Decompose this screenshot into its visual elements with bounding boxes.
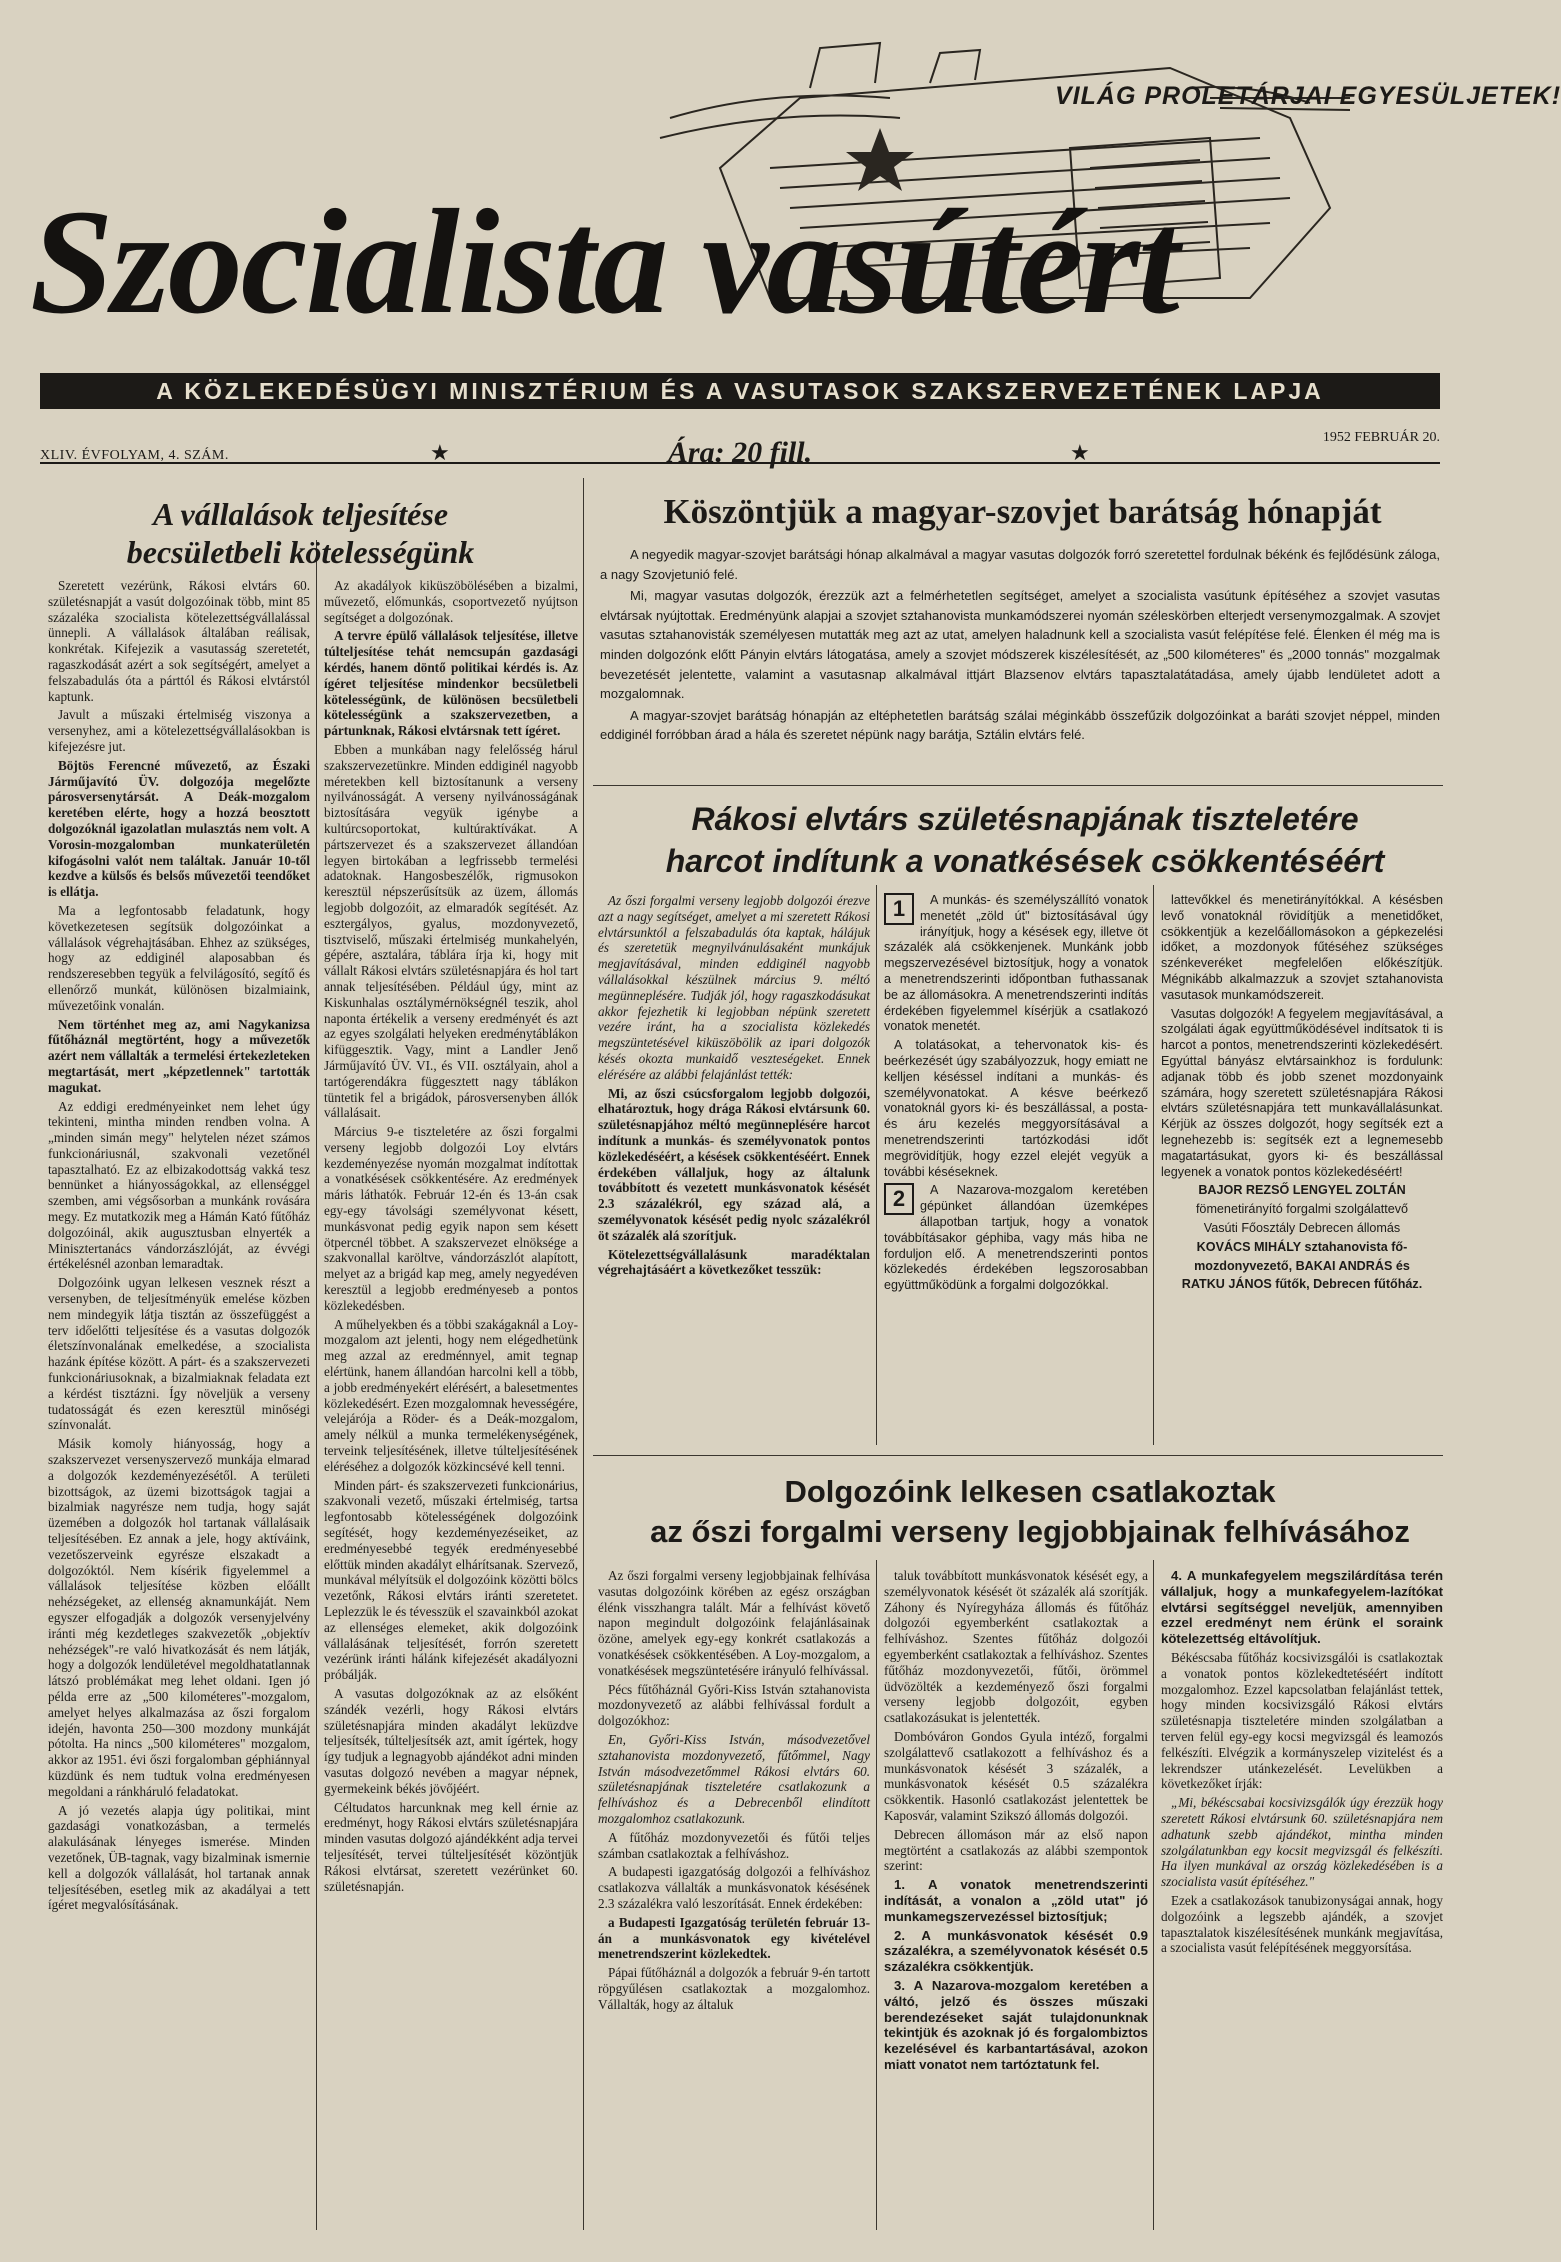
column-rule <box>876 885 877 1445</box>
left-article-column-2: Az akadályok kiküszöbölésében a bizalmi, művezető, előmunkás, csoportvezető nyújtson segítséget a dolgozónak. A tervre épülő vállalások teljesítése, illetve túlteljesítése tehát nemcsupán gazdasági kérdés, hanem döntő politikai kérdés is. Az ígéret teljesítése mindenkor becsületbeli kötelességünk, de különösen becsületbeli kötelességünk a szakszervezetben, a pártunknak, Rákosi elvtársnak tett ígéret. Ebben a munkában nagy felelősség hárul szakszervezetünkre. Minden eddiginél nagyobb méretekben kell biztosítanunk a verseny nyilvánosságát. A verseny nyilvánosságának biztosítására vegyük igénybe a kultúrcsoportokat, kultúraktívákat. A pártszervezet és a szakszervezet állandóan legyen birtokában a legfrissebb termelési adatoknak. Hangosbeszélők, rigmusokon keresztül népszerűsítsük az üzem, állomás legjobb dolgozóit, az elmaradók segítését. Az esztergályos, gyalus, mozdonyvezető, tisztviselő, műszaki értelmiség munkahelyén, gépére, asztalára, táblára írja ki, hogy mit vállalt Rákosi elvtárs születésnapjára és hol tart annak teljesítésében. Például úgy, mint az Kiskunhalas osztálymérnökségnél teszik, ahol naponta értékelik a verseny eredményét és azt az egyes szolgálati helyeken eredménytáblákon kifüggesztik. Vagy, mint a Landler Jenő Járműjavító ÜV. VI., és VII. osztályain, ahol a tartógerendákra függesztett nagy táblákon tüntetik fel a brigádok, párosversenyben állók vállalásait. Március 9-e tiszteletére az őszi forgalmi verseny legjobb dolgozói Loy elvtárs kezdeményezése nyomán mozgalmat indítottak a vonatkésések csökkentésére. Az eredmények máris láthatók. Február 12-én és 13-án csak egy-egy távolsági személyvonat késett, munkásvonat pedig egyik napon sem késett ötpercnél többet. A szakszervezet elnöksége a szakvonallal karöltve, vándorzászlót alapított, melyet az a brigád kap meg, amely negyedéven keresztül a legjobb eredményeseb a pontos közlekedésben. A műhelyekben és a többi szakágaknál a Loy-mozgalom azt jelenti, hogy nem elégedhetünk meg azzal az eredménnyel, amit tegnap elértünk, hanem állandóan harcolni kell a több, a jobb eredményekért elérésért, a balesetmentes közlekedésért. Ezen mozgalomnak hevességére, velejárója a Röder- és a Deák-mozgalom, amely nélkül a munka termelékenységének, terveink teljesítésének, illetve túlteljesítésének eléréséhez a dolgozók közkincsévé kell tenni. Minden párt- és szakszervezeti funkcionárius, szakvonali vezető, műszaki értelmiség, tartsa legfontosabb kötelességének dolgozóink segítését, hogy kezdeményezéseiket, az eredményesebbé tegyék eredményesebbé előttük minden akadályt elhárítsanak. Szervező, munkával mélyítsük el dolgozóink közötti bölcs vezetőnk, Rákosi elvtárs iránti szeretetet. Leplezzük le és tévesszük el szavainkból azokat az ellenséges elemeket, akik dolgozóink vállalásának teljesítését, forrón szeretett vezérünk iránti hálánk kifejezését akadályozni próbálják. A vasutas dolgozóknak az az elsőként szándék vezérli, hogy Rákosi elvtárs születésnapjára minden akadályt leküzdve teljesítsék, túlteljesítsék azt, amit ígértek, hogy így tudjuk a legnagyobb ajándékot adni minden vasutas dolgozó nevében a magyar népnek, gyermekeink békés jövőjéért. Céltudatos harcunknak meg kell érnie az eredményt, hogy Rákosi elvtárs születésnapjára minden vasutas dolgozó ajándékként adja tervei teljesítését, tervei túlteljesítését közöntjük Rákosi elvtársat, szeretett vezérünket 60. születésnapján. <box>324 578 578 1894</box>
column-rule <box>1153 1560 1154 2230</box>
slogan: VILÁG PROLETÁRJAI EGYESÜLJETEK! <box>1055 82 1561 110</box>
subtitle-banner: A KÖZLEKEDÉSÜGYI MINISZTÉRIUM ÉS A VASUTASOK SZAKSZERVEZETÉNEK LAPJA <box>40 373 1440 409</box>
left-article-column-1: Szeretett vezérünk, Rákosi elvtárs 60. születésnapját a vasút dolgozóinak több, mint 85 százaléka szocialista kötelezettségvállalással ünnepli. A vállalások általában reálisak, konkrétak. Kifejezik a vasutasság szeretetét, ragaszkodását azért a sok segítségért, amelyet a felszabadulás óta a párttól és Rákosi elvtárstól kaptunk. Javult a műszaki értelmiség viszonya a versenyhez, ami a kötelezettségvállalásokban is kifejezésre jut. Böjtös Ferencné művezető, az Északi Járműjavító ÜV. dolgozója megelőzte párosversenytársát. A Deák-mozgalom keretében elérte, hogy a hozzá beosztott dolgozóknál igazolatlan mulasztás nem volt. A Vorosin-mozgalomban munkaterületén kifogásolni valót nem találtak. Január 10-től kezdve a külsős és belsős művezetői teendőket is ellátja. Ma a legfontosabb feladatunk, hogy következetesen segítsük dolgozóinkat a vállalások végrehajtásában. Ehhez az szükséges, hogy az eddiginél alaposabban és rendszeresebben tegyük a felvilágosító, segítő és ellenőrző munkát, különösen bizalmiaink, művezetőink vonalán. Nem történhet meg az, ami Nagykanizsa fűtőháznál megtörtént, hogy a művezetők azért nem vállalták a termelési értekezleteken megtartását, mert „képzetlennek" tartották magukat. Az eddigi eredményeinket nem lehet úgy tekinteni, mintha minden rendben volna. A „minden simán megy" helytelen nézet számos funkcionáriusnál, szakvonali vezetőnél tapasztalható. Ez az elbizakodottság vakká tesz bennünket a hiányosságokkal, az ellenséggel szemben, ami végsősorban a munkánk rovására megy. Ez mutatkozik meg a Hámán Kató fűtőház dolgozóinál, akik augusztusban elnyerték a Minisztertanács vándorzászlóját, az évvégi értékelésnél azonban lemaradtak. Dolgozóink ugyan lelkesen vesznek részt a versenyben, de teljesítményük emelése közben nem mindegyik látja tisztán az összefüggést a terv időelőtti teljesítése és a vasutas dolgozók életszínvonalának emelkedése, a szocialista hazánk építése között. A párt- és a szakszervezeti funkcionáriusoknak, a bizalmiaknak feladata ezt a kérdést tisztázni. Így növeljük a verseny tudatosságát és ezen keresztül minőségi színvonalát. Másik komoly hiányosság, hogy a szakszervezet versenyszervező munkája elmarad a dolgozók kezdeményezésétől. A területi bizottságok, az üzemi bizottságok tagjai a bizalmiak nagyrésze nem tudja, hogy saját üzemében a dolgozók hol tartanak vállalásaik teljesítésében. Ez annak a jele, hogy aktíváink, vezetőszerveink egyrésze elszakadt a dolgozóktól. Nem kísérik figyelemmel a vállalások teljesítése közben előállt nehézségeket, az ellenség aknamunkáját. Nem egyszer elfogadják a dolgozók versenyjelvény iránti még kezdetleges szakvezetők „objektív nehézségek"-re való hivatkozását és nem látják, hogy a dolgozók lendületével megoldhatatlannak látszó problémákat meg lehet oldani. Igen jó példa erre az „500 kilométeres"-mozgalom, amelyet helyes alkalmazása az őszi forgalom idején, havonta 250—300 mozdony munkáját pótolta. Ha nincs „500 kilométeres" mozgalom, akkor az 1951. évi őszi forgalomban géphiánnyal küzdünk és nem tudtuk volna eredményesen megoldani a ránkháruló feladatokat. A jó vezetés alapja úgy politikai, mint gazdasági vonatkozásban, a termelés alakulásának lényeges ismerése. Minden vezetőnek, ÜB-tagnak, vagy bizalminak ismernie kell a dolgozók vállalását, hol tartanak annak teljesítésében, esetleg mik az akadályai a tett ígéret megvalósításának. <box>48 578 310 1913</box>
lower-article-column-2: taluk továbbított munkásvonatok késését egy, a személyvonatok késését öt százalék alá szorítják. Záhony és Nyíregyháza állomás és fűtőház dolgozói egyemberként csatlakoztak a felhíváshoz. Szentes fűtőház dolgozói egyemberként csatlakoztak a felhíváshoz. Szentes fűtőház mozdonyvezetői, fűtői, örömmel üdvözölték a kezdeményező őszi forgalmi verseny legjobb dolgozóit, egyben csatlakozásukat is jelentették. Dombóváron Gondos Gyula intéző, forgalmi szolgálattevő csatlakozott a felhíváshoz és a munkásvonatok késését 3 százalék, a munkásvonatok késését 0.5 százalékra csökkentik. Hasonló csatlakozást jelentettek be Kaposvár, valamint Szikszó állomás dolgozói. Debrecen állomáson már az első napon megtörtént a csatlakozás az alábbi szempontok szerint: 1. A vonatok menetrendszerinti indítását, a vonalon a „zöld utat" jó munkamegszervezéssel biztosítjuk; 2. A munkásvonatok késését 0.9 százalékra, a személyvonatok késését 0.5 százalékra csökkentjük. 3. A Nazarova-mozgalom keretében a váltó, jelző és összes műszaki berendezéseket saját tulajdonunknak tekintjük és azoknak jó és forgalombiztos kezelésével és karbantartásával, azokon miatt vonatot nem tartóztatunk fel. <box>884 1568 1148 2072</box>
lower-article-headline: Dolgozóink lelkesen csatlakoztak az őszi forgalmi verseny legjobbjainak felhívásához <box>650 1474 1410 1549</box>
point-number-box: 1 <box>884 893 914 925</box>
middle-article-column-1: Az őszi forgalmi verseny legjobb dolgozói érezve azt a nagy segítséget, amelyet a mi szeretett Rákosi elvtársunktól a felszabadulás óta kaptak, hálájuk és szeretetük megnyilvánulásaként munkájuk megjavításával, minden eddiginél nagyobb vállalásokkal készülnek március 9. méltó megünneplésére. Tudják jól, hogy ragaszkodásukat akkor fejezhetik ki legjobban népünk szeretett vezére iránt, ha a szocialista közlekedés megszüntetésével kiküszöbölik az ipari dolgozók késés okozta munkaidő veszteségeket. Ennek elérésére az alábbi felajánlást tették: Mi, az őszi csúcsforgalom legjobb dolgozói, elhatároztuk, hogy drága Rákosi elvtársunk 60. születésnapjához méltó megünneplésére harcot indítunk a munkás- és személyvonatok pontos közlekedéséért, a késések csökkentéséért. Ennek érdekében vállaljuk, hogy az általunk továbbított és vezetett munkásvonatok késését 2.3 százalékról, egy század alá, a személyvonatok késését pedig nyolc százalékról öt százalék alá szorítjuk. Kötelezettségvállalásunk maradéktalan végrehajtásáért a következőket tesszük: <box>598 893 870 1278</box>
column-rule <box>316 540 317 2230</box>
point-number-box: 2 <box>884 1183 914 1215</box>
volume-number: XLIV. ÉVFOLYAM, 4. SZÁM. <box>40 448 229 463</box>
left-article-headline: A vállalások teljesítése becsületbeli kötelességünk <box>126 496 475 570</box>
star-icon: ★ <box>430 440 450 465</box>
top-article-body: A negyedik magyar-szovjet barátsági hónap alkalmával a magyar vasutas dolgozók forró szeretettel fordulnak békénk és fejlődésünk záloga, a nagy Szovjetunió felé. Mi, magyar vasutas dolgozók, érezzük azt a felmérhetetlen segítséget, amelyet a szocialista vasútunk építéséhez a szovjet vasutas elvtársak nyújtottak. Eredményünk alapjai a szovjet sztahanovista munkamódszerei nyomán széleskörben elterjedt versenymozgalmak. A szovjet vasutas sztahanovisták személyesen mutatták meg azt az utat, amelyen haladnunk kell a szocialista vasút felépítése felé. Élenken él még ma is minden dolgozónk előtt Pányin elvtárs látogatása, amely a szovjet módszerek kiszélesítését, az „500 kilométeres" és „2000 tonnás" mozgalmak bevezetését jelentette, valamint a vasutasnap alkalmával ittjárt Blazsenov elvtárs tapasztalatátadása, amely újabb lendületet adott a mozgalomnak. A magyar-szovjet barátság hónapján az eltéphetetlen barátság szálai méginkább összefűzik dolgozóinkat a baráti szovjet néppel, minden eddiginél forróbban árad a hála és szeretet népünk nagy barátja, Sztálin elvtárs felé. <box>600 547 1440 743</box>
section-rule <box>593 785 1443 786</box>
middle-article-headline: Rákosi elvtárs születésnapjának tiszteletére harcot indítunk a vonatkésések csökkentéséért <box>665 801 1385 879</box>
column-rule <box>1153 885 1154 1445</box>
column-rule <box>583 478 584 2230</box>
lower-article-column-3: 4. A munkafegyelem megszilárdítása terén vállaljuk, hogy a munkafegyelem-lazítókat elvtársi segítséggel neveljük, amennyiben ezzel eredményt nem érünk el soraink kötelezettség eltávolítjuk. Békéscsaba fűtőház kocsivizsgálói is csatlakoztak a vonatok pontos közlekedtetéséért indított mozgalomhoz. Ezzel kapcsolatban felajánlást tettek, hogy minden kocsivizsgáló Rákosi elvtárs születésnapja tiszteletére minden szolgálatban a terven felül egy-egy kocsi megvizsgál és leamozós felkészíti. Elvégzik a kormányszelep vizitelést és a lekrendszer utánkezelését. Levelükben a következőket írják: „Mi, békéscsabai kocsivizsgálók úgy érezzük hogy szeretett Rákosi elvtársunk 60. születésnapjára nem adhatunk szebb ajándékot, mintha minden szolgálatunkban egy kocsit megvizsgál és felkészíti. Ha ilyen munkával az ország közlekedésében is a szocialista vasút építéséhez." Ezek a csatlakozások tanubizonyságai annak, hogy dolgozóink a legszebb ajándék, a szovjet tapasztalatok kiszélesítésének munkánk megjavítása, a szocialista vasút felépítésének meggyorsítása. <box>1161 1568 1443 1956</box>
middle-article-column-2: 1 A munkás- és személyszállító vonatok menetét „zöld út" biztosításával úgy irányítjuk, hogy a késések egy, illetve öt százalék alá csökkenjenek. Munkánk jobb megszervezésével biztosítjuk, hogy a vonatok a menetrendszerinti időpontban futhassanak be az állomásokra. A menetrendszerinti indítás érdekében figyelemmel kísérjük a csatlakozó vonatok menetét. A tolatásokat, a tehervonatok kis- és beérkezését úgy szabályozzuk, hogy emiatt ne kelljen késéssel indítani a munkás- és személyvonatokat. A késve beérkező vonatoknál gyors ki- és beszállással, a posta- és áru kezelés meggyorsításával a menetrendszerinti tartózkodási időt megrövidítjük, hogy ezzel elejét vegyük a további késéseknek. 2 A Nazarova-mozgalom keretében gépünket állandóan üzemképes állapotban tartjuk, hogy a vonatok továbbításakor géphiba, vagy más hiba ne forduljon elő. A menetrendszerinti pontos közlekedés érdekében legszorosabban együttműködünk a forgalmi dolgozókkal. <box>884 893 1148 1293</box>
lower-article-column-1: Az őszi forgalmi verseny legjobbjainak felhívása vasutas dolgozóink körében az egész országban élénk visszhangra talált. Már a felhívást követő napon megindult dolgozóink felajánlásainak özöne, amelyek egy-egy konkrét csatlakozás a vonatkésések csökkentésében. A Loy-mozgalom, a vonatkésések megszüntetésére irányuló felhívással. Pécs fűtőháznál Győri-Kiss István sztahanovista mozdonyvezető az alábbi felhívással fordult a dolgozókhoz: En, Győri-Kiss István, másodvezetővel sztahanovista mozdonyvezető, fűtőmmel, Nagy István másodvezetőmmel Rákosi elvtárs 60. születésnapjának tiszteletére csatlakozunk a felhíváshoz és a Debrecenből elindított mozgalomhoz csatlakozunk. A fűtőház mozdonyvezetői és fűtői teljes számban csatlakoztak a felhíváshoz. A budapesti igazgatóság dolgozói a felhíváshoz csatlakozva vállalták a munkásvonatok késésének 2.3 százalékra való leszorítását. Ennek érdekében: a Budapesti Igazgatóság területén február 13-án a munkásvonatok egy kivételével menetrendszerint közlekedtek. Pápai fűtőháznál a dolgozók a február 9-én tartott röpgyűlésen csatlakoztak a mozgalomhoz. Vállalták, hogy az általuk <box>598 1568 870 2012</box>
star-icon: ★ <box>1070 440 1090 465</box>
price: Ára: 20 fill. <box>667 436 813 469</box>
column-rule <box>876 1560 877 2230</box>
issue-info-bar <box>40 418 1440 469</box>
top-article-headline: Köszöntjük a magyar-szovjet barátság hónapját <box>663 492 1382 531</box>
middle-article-column-3: lattevőkkel és menetirányítókkal. A késésben levő vonatoknál rövidítjük a menetidőket, csökkentjük a kezelőállomásokon a gépkezelési időket, a mozdonyok fűtéséhez szükséges szénkeveréket megfelelően előkészítjük. Mégnikább alkalmazzuk a szovjet sztahanovista vasutasok munkamódszereit. Vasutas dolgozók! A fegyelem megjavításával, a szolgálati ágak együttműködésével indítsatok ti is harcot a pontos, menetrendszerinti közlekedésért. Egyúttal bányász elvtársainkhoz is fordulunk: adjanak több és jobb szenet mozdonyaink számára, hogy szeretett születésnapjára Rákosi elvtárs születésnapjára tett munkavállalásunkat. Kérjük az összes dolgozót, hogy segítsék ezt a legnehezebb is: segítsék ezt a legnemesebb magatartásukat, gyors ki- és beszállással legyenek a vonatok pontos közlekedéséért! BAJOR REZSŐ LENGYEL ZOLTÁN fömenetirányító forgalmi szolgálattevő Vasúti Főosztály Debrecen állomás KOVÁCS MIHÁLY sztahanovista fő- mozdonyvezető, BAKAI ANDRÁS és RATKU JÁNOS fűtők, Debrecen fűtőház. <box>1161 893 1443 1292</box>
newspaper-title: Szocialista vasútért <box>30 179 1178 345</box>
issue-date: 1952 FEBRUÁR 20. <box>1322 430 1440 445</box>
section-rule <box>593 1455 1443 1456</box>
